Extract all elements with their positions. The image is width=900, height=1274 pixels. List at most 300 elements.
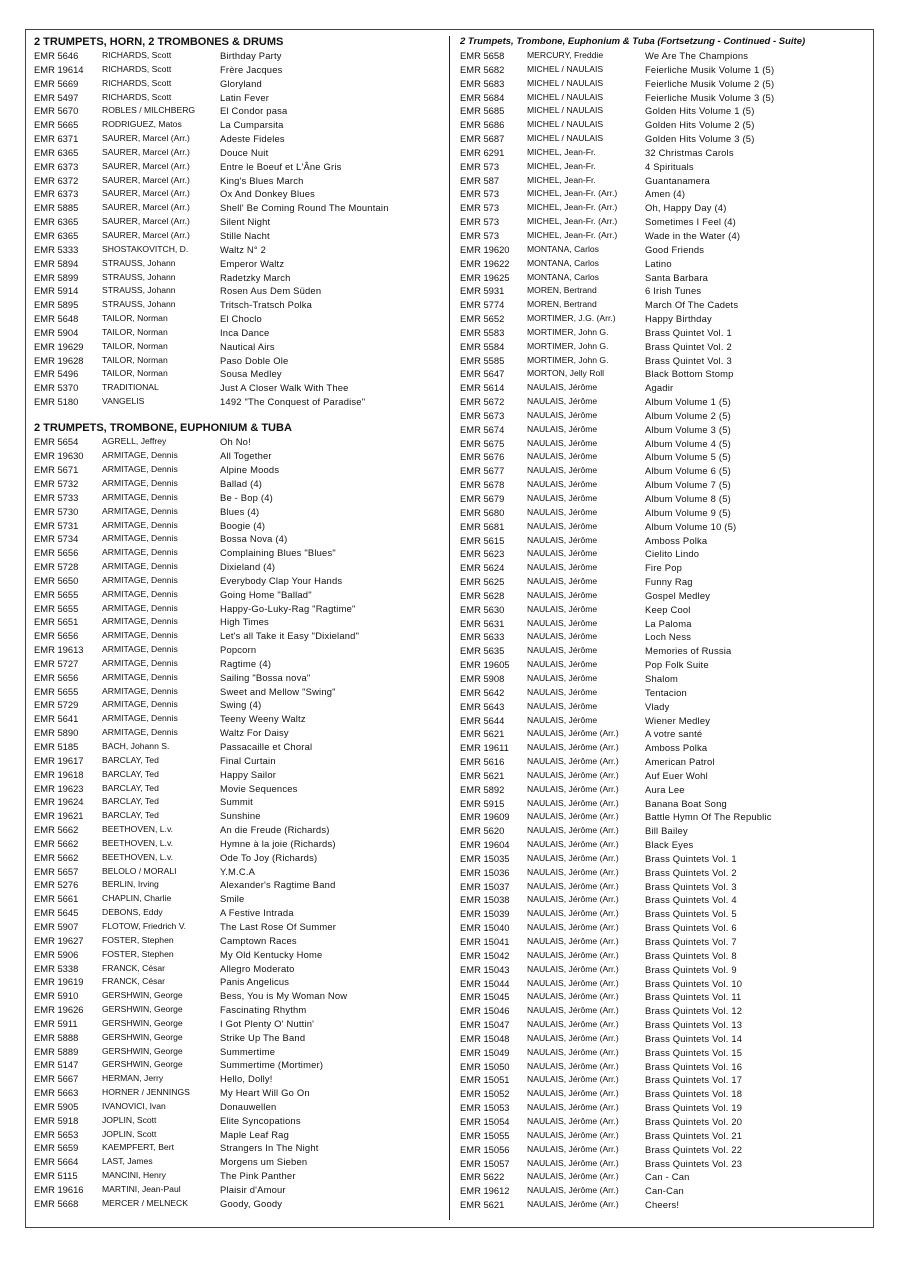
catalog-number: EMR 5668: [34, 1197, 79, 1209]
catalog-row: [460, 132, 870, 146]
catalog-number: EMR 5655: [34, 588, 79, 600]
piece-title: Brass Quintets Vol. 5: [645, 908, 737, 920]
catalog-row: [34, 1086, 444, 1100]
composer-name: NAULAIS, Jérôme (Arr.): [527, 977, 619, 988]
piece-title: Nautical Airs: [220, 340, 275, 352]
catalog-row: [460, 520, 870, 534]
piece-title: Black Bottom Stomp: [645, 368, 734, 380]
piece-title: Good Friends: [645, 243, 705, 255]
catalog-number: EMR 5673: [460, 409, 505, 421]
catalog-row: [460, 63, 870, 77]
catalog-number: EMR 5684: [460, 91, 505, 103]
catalog-number: EMR 19616: [34, 1184, 84, 1195]
composer-name: RODRIGUEZ, Matos: [102, 119, 182, 130]
catalog-row: [34, 160, 444, 174]
composer-name: FRANCK, César: [102, 962, 166, 973]
composer-name: NAULAIS, Jérôme (Arr.): [527, 756, 619, 767]
catalog-number: EMR 15047: [460, 1019, 510, 1031]
piece-title: 6 Irish Tunes: [645, 285, 702, 297]
composer-name: TAILOR, Norman: [102, 313, 168, 324]
catalog-number: EMR 5630: [460, 603, 505, 615]
piece-title: Summit: [220, 796, 253, 808]
piece-title: Inca Dance: [220, 326, 270, 338]
catalog-row: [34, 326, 444, 340]
catalog-row: [460, 561, 870, 575]
piece-title: Blues (4): [220, 505, 260, 517]
piece-title: Elite Syncopations: [220, 1114, 301, 1126]
catalog-number: EMR 19629: [34, 340, 84, 352]
piece-title: Bill Bailey: [645, 825, 688, 837]
piece-title: Hello, Dolly!: [220, 1073, 273, 1085]
composer-name: NAULAIS, Jérôme (Arr.): [527, 811, 619, 822]
catalog-number: EMR 5659: [34, 1142, 79, 1154]
piece-title: Teeny Weeny Waltz: [220, 713, 306, 725]
catalog-number: EMR 5658: [460, 50, 505, 61]
composer-name: GERSHWIN, George: [102, 1017, 183, 1028]
composer-name: MICHEL, Jean-Fr.: [527, 174, 596, 185]
composer-name: VANGELIS: [102, 396, 145, 407]
catalog-number: EMR 19605: [460, 659, 510, 671]
composer-name: NAULAIS, Jérôme: [527, 506, 598, 517]
piece-title: Santa Barbara: [645, 271, 709, 283]
composer-name: NAULAIS, Jérôme (Arr.): [527, 991, 619, 1002]
catalog-number: EMR 5635: [460, 645, 505, 657]
piece-title: Paso Doble Ole: [220, 354, 289, 366]
piece-title: Fascinating Rhythm: [220, 1004, 307, 1016]
catalog-row: [34, 795, 444, 809]
catalog-number: EMR 5633: [460, 631, 505, 643]
composer-name: STRAUSS, Johann: [102, 285, 176, 296]
catalog-number: EMR 5655: [34, 685, 79, 697]
composer-name: MICHEL / NAULAIS: [527, 119, 604, 130]
catalog-number: EMR 5631: [460, 617, 505, 629]
piece-title: Banana Boat Song: [645, 797, 727, 809]
catalog-number: EMR 5662: [34, 824, 79, 836]
piece-title: A votre santé: [645, 728, 703, 740]
catalog-row: [460, 395, 870, 409]
catalog-number: EMR 19618: [34, 768, 84, 780]
catalog-number: EMR 15052: [460, 1088, 510, 1100]
composer-name: MARTINI, Jean-Paul: [102, 1184, 181, 1194]
piece-title: Passacaille et Choral: [220, 741, 313, 752]
composer-name: NAULAIS, Jérôme: [527, 603, 598, 614]
catalog-row: [34, 851, 444, 865]
catalog-row: [460, 104, 870, 118]
catalog-number: EMR 19617: [34, 754, 84, 766]
composer-name: NAULAIS, Jérôme: [527, 396, 598, 407]
catalog-row: [34, 505, 444, 519]
catalog-number: EMR 15055: [460, 1129, 510, 1141]
catalog-row: [460, 1198, 870, 1212]
composer-name: NAULAIS, Jérôme: [527, 423, 598, 434]
catalog-number: EMR 5623: [460, 548, 505, 560]
catalog-row: [34, 878, 444, 892]
piece-title: Feierliche Musik Volume 1 (5): [645, 63, 775, 75]
catalog-row: [460, 547, 870, 561]
catalog-number: EMR 5652: [460, 313, 505, 325]
catalog-row: [460, 644, 870, 658]
composer-name: ARMITAGE, Dennis: [102, 533, 178, 544]
catalog-row: [34, 174, 444, 188]
catalog-row: [34, 754, 444, 768]
catalog-number: EMR 15057: [460, 1157, 510, 1169]
catalog-number: EMR 5671: [34, 464, 79, 476]
catalog-row: [460, 506, 870, 520]
composer-name: FLOTOW, Friedrich V.: [102, 920, 187, 931]
catalog-row: [460, 658, 870, 672]
catalog-number: EMR 5641: [34, 713, 79, 725]
composer-name: GERSHWIN, George: [102, 990, 183, 1001]
catalog-row: [34, 77, 444, 91]
catalog-number: EMR 15042: [460, 949, 510, 961]
catalog-row: [460, 686, 870, 700]
catalog-number: EMR 15043: [460, 963, 510, 975]
catalog-number: EMR 5682: [460, 63, 505, 75]
piece-title: Pop Folk Suite: [645, 659, 709, 671]
catalog-row: [460, 354, 870, 368]
composer-name: ARMITAGE, Dennis: [102, 547, 178, 558]
composer-name: BEETHOVEN, L.v.: [102, 851, 173, 862]
catalog-number: EMR 5621: [460, 728, 505, 740]
catalog-row: [34, 740, 444, 754]
catalog-number: EMR 5647: [460, 368, 505, 380]
composer-name: NAULAIS, Jérôme: [527, 631, 598, 642]
catalog-row: [460, 49, 870, 63]
catalog-number: EMR 5672: [460, 396, 505, 408]
piece-title: Gospel Medley: [645, 589, 711, 601]
catalog-number: EMR 5496: [34, 368, 79, 380]
left-column: [34, 35, 444, 1211]
catalog-number: EMR 5914: [34, 285, 79, 297]
composer-name: NAULAIS, Jérôme (Arr.): [527, 742, 619, 753]
catalog-row: [34, 1114, 444, 1128]
catalog-number: EMR 5728: [34, 561, 79, 573]
piece-title: Feierliche Musik Volume 3 (5): [645, 91, 775, 103]
catalog-number: EMR 5622: [460, 1171, 505, 1183]
catalog-row: [460, 797, 870, 811]
catalog-number: EMR 5624: [460, 562, 505, 574]
catalog-number: EMR 5910: [34, 990, 79, 1002]
composer-name: TAILOR, Norman: [102, 326, 168, 337]
piece-title: Battle Hymn Of The Republic: [645, 811, 772, 823]
composer-name: FOSTER, Stephen: [102, 934, 174, 945]
piece-title: Ode To Joy (Richards): [220, 851, 318, 863]
catalog-row: [460, 603, 870, 617]
catalog-row: [460, 921, 870, 935]
piece-title: Strangers In The Night: [220, 1142, 319, 1154]
piece-title: El Choclo: [220, 313, 262, 325]
composer-name: HERMAN, Jerry: [102, 1073, 164, 1084]
catalog-row: [34, 865, 444, 879]
catalog-number: EMR 5905: [34, 1100, 79, 1112]
composer-name: NAULAIS, Jérôme: [527, 645, 598, 656]
composer-name: MONTANA, Carlos: [527, 257, 599, 268]
catalog-number: EMR 5657: [34, 865, 79, 877]
composer-name: ARMITAGE, Dennis: [102, 671, 178, 682]
catalog-row: [460, 990, 870, 1004]
composer-name: NAULAIS, Jérôme: [527, 520, 598, 531]
catalog-number: EMR 6291: [460, 146, 505, 158]
catalog-number: EMR 5904: [34, 326, 79, 338]
composer-name: NAULAIS, Jérôme (Arr.): [527, 1171, 619, 1182]
piece-title: Album Volume 10 (5): [645, 520, 737, 532]
catalog-row: [34, 257, 444, 271]
piece-title: My Old Kentucky Home: [220, 948, 323, 960]
composer-name: FOSTER, Stephen: [102, 948, 174, 959]
composer-name: ARMITAGE, Dennis: [102, 588, 178, 599]
piece-title: Silent Night: [220, 216, 271, 228]
catalog-row: [460, 91, 870, 105]
catalog-number: EMR 15035: [460, 852, 510, 864]
composer-name: MICHEL, Jean-Fr.: [527, 146, 596, 157]
catalog-number: EMR 5729: [34, 699, 79, 711]
piece-title: Vlady: [645, 700, 670, 712]
piece-title: Guantanamera: [645, 174, 710, 186]
composer-name: NAULAIS, Jérôme (Arr.): [527, 1074, 619, 1085]
catalog-number: EMR 5931: [460, 285, 505, 297]
piece-title: Going Home "Ballad": [220, 588, 312, 600]
composer-name: TAILOR, Norman: [102, 368, 168, 379]
composer-name: MICHEL / NAULAIS: [527, 77, 604, 88]
catalog-number: EMR 5683: [460, 77, 505, 89]
piece-title: Morgens um Sieben: [220, 1156, 308, 1168]
catalog-row: [34, 615, 444, 629]
piece-title: Brass Quintets Vol. 21: [645, 1129, 743, 1141]
catalog-number: EMR 19613: [34, 644, 84, 656]
piece-title: Oh No!: [220, 436, 251, 448]
composer-name: MORTIMER, John G.: [527, 354, 609, 365]
composer-name: ARMITAGE, Dennis: [102, 464, 178, 475]
composer-name: SHOSTAKOVITCH, D.: [102, 243, 189, 254]
catalog-row: [460, 464, 870, 478]
composer-name: NAULAIS, Jérôme: [527, 576, 598, 587]
composer-name: SAURER, Marcel (Arr.): [102, 174, 190, 185]
piece-title: Happy Sailor: [220, 768, 277, 780]
catalog-row: [34, 381, 444, 395]
piece-title: Brass Quintets Vol. 11: [645, 991, 742, 1003]
catalog-number: EMR 19609: [460, 811, 510, 823]
catalog-number: EMR 5918: [34, 1114, 79, 1126]
catalog-row: [34, 201, 444, 215]
catalog-row: [460, 1046, 870, 1060]
catalog-row: [34, 1100, 444, 1114]
composer-name: NAULAIS, Jérôme (Arr.): [527, 1088, 619, 1099]
composer-name: NAULAIS, Jérôme (Arr.): [527, 839, 619, 850]
piece-title: Funny Rag: [645, 576, 693, 588]
composer-name: NAULAIS, Jérôme (Arr.): [527, 728, 619, 739]
catalog-row: [460, 783, 870, 797]
catalog-number: EMR 5665: [34, 119, 79, 131]
catalog-number: EMR 15051: [460, 1074, 510, 1086]
catalog-row: [34, 215, 444, 229]
piece-title: Cheers!: [645, 1199, 680, 1211]
piece-title: March Of The Cadets: [645, 299, 739, 311]
catalog-row: [34, 602, 444, 616]
piece-title: Auf Euer Wohl: [645, 769, 708, 781]
composer-name: BARCLAY, Ted: [102, 810, 159, 821]
composer-name: NAULAIS, Jérôme: [527, 714, 598, 725]
piece-title: La Paloma: [645, 617, 692, 629]
catalog-row: [34, 629, 444, 643]
catalog-number: EMR 5664: [34, 1156, 79, 1168]
catalog-number: EMR 5654: [34, 436, 79, 448]
composer-name: NAULAIS, Jérôme (Arr.): [527, 1102, 619, 1113]
catalog-row: [34, 463, 444, 477]
catalog-row: [460, 243, 870, 257]
composer-name: SAURER, Marcel (Arr.): [102, 146, 190, 157]
catalog-row: [460, 118, 870, 132]
catalog-row: [460, 271, 870, 285]
piece-title: Summertime: [220, 1045, 276, 1057]
piece-title: Aura Lee: [645, 783, 685, 795]
composer-name: ARMITAGE, Dennis: [102, 519, 178, 530]
composer-name: MONTANA, Carlos: [527, 243, 599, 254]
composer-name: NAULAIS, Jérôme: [527, 672, 598, 683]
piece-title: Brass Quintets Vol. 16: [645, 1060, 743, 1072]
catalog-number: EMR 19614: [34, 63, 84, 75]
catalog-row: [460, 367, 870, 381]
composer-name: RICHARDS, Scott: [102, 50, 172, 60]
composer-name: NAULAIS, Jérôme (Arr.): [527, 1129, 619, 1140]
catalog-number: EMR 5680: [460, 506, 505, 518]
catalog-number: EMR 15038: [460, 894, 510, 906]
piece-title: Cielito Lindo: [645, 548, 700, 560]
piece-title: Can-Can: [645, 1185, 684, 1197]
composer-name: NAULAIS, Jérôme (Arr.): [527, 769, 619, 780]
piece-title: Memories of Russia: [645, 645, 732, 657]
catalog-number: EMR 5675: [460, 437, 505, 449]
catalog-number: EMR 5732: [34, 477, 79, 489]
piece-title: Brass Quintet Vol. 3: [645, 354, 732, 366]
section-heading-tuba: 2 TRUMPETS, TROMBONE, EUPHONIUM & TUBA: [34, 422, 292, 435]
composer-name: DEBONS, Eddy: [102, 907, 163, 918]
catalog-number: EMR 5180: [34, 396, 79, 408]
section-heading-continued: 2 Trumpets, Trombone, Euphonium & Tuba (Fortsetzung - Continued - Suite): [460, 36, 806, 47]
catalog-number: EMR 5370: [34, 382, 79, 394]
composer-name: ARMITAGE, Dennis: [102, 602, 178, 613]
catalog-number: EMR 5656: [34, 630, 79, 642]
catalog-number: EMR 573: [460, 188, 500, 200]
catalog-row: [460, 1087, 870, 1101]
piece-title: Golden Hits Volume 2 (5): [645, 119, 755, 131]
catalog-number: EMR 5892: [460, 783, 505, 795]
catalog-number: EMR 5628: [460, 589, 505, 601]
piece-title: Album Volume 5 (5): [645, 451, 731, 463]
piece-title: Frère Jacques: [220, 63, 283, 75]
catalog-row: [34, 1169, 444, 1183]
composer-name: ARMITAGE, Dennis: [102, 477, 178, 488]
catalog-number: EMR 5908: [460, 672, 505, 684]
piece-title: I Got Plenty O' Nuttin': [220, 1017, 315, 1029]
composer-name: SAURER, Marcel (Arr.): [102, 229, 190, 240]
piece-title: Brass Quintets Vol. 10: [645, 977, 743, 989]
catalog-row: [460, 810, 870, 824]
composer-name: BACH, Johann S.: [102, 741, 170, 751]
catalog-row: [34, 1183, 444, 1197]
composer-name: MICHEL, Jean-Fr. (Arr.): [527, 188, 618, 199]
piece-title: 32 Christmas Carols: [645, 146, 734, 158]
catalog-number: EMR 15045: [460, 991, 510, 1003]
composer-name: ARMITAGE, Dennis: [102, 699, 178, 710]
composer-name: ARMITAGE, Dennis: [102, 630, 178, 641]
composer-name: ARMITAGE, Dennis: [102, 685, 178, 696]
piece-title: Final Curtain: [220, 754, 276, 766]
composer-name: NAULAIS, Jérôme: [527, 451, 598, 462]
catalog-row: [460, 284, 870, 298]
catalog-number: EMR 5643: [460, 700, 505, 712]
catalog-number: EMR 5615: [460, 534, 505, 546]
catalog-row: [34, 354, 444, 368]
piece-title: La Cumparsita: [220, 119, 284, 131]
composer-name: NAULAIS, Jérôme (Arr.): [527, 1185, 619, 1196]
catalog-row: [460, 423, 870, 437]
catalog-row: [460, 215, 870, 229]
catalog-row: [34, 671, 444, 685]
catalog-number: EMR 5115: [34, 1170, 78, 1182]
piece-title: Album Volume 1 (5): [645, 396, 731, 408]
piece-title: Swing (4): [220, 699, 262, 711]
piece-title: Waltz N° 2: [220, 243, 267, 255]
piece-title: Keep Cool: [645, 603, 691, 615]
piece-title: El Condor pasa: [220, 105, 288, 117]
catalog-row: [460, 700, 870, 714]
catalog-number: EMR 5894: [34, 257, 79, 269]
composer-name: FRANCK, César: [102, 976, 166, 987]
composer-name: BARCLAY, Ted: [102, 768, 159, 779]
catalog-row: [460, 1170, 870, 1184]
composer-name: ARMITAGE, Dennis: [102, 713, 178, 724]
piece-title: Brass Quintets Vol. 15: [645, 1046, 743, 1058]
catalog-row: [460, 201, 870, 215]
piece-title: Tritsch-Tratsch Polka: [220, 299, 313, 311]
catalog-row: [34, 271, 444, 285]
piece-title: Oh, Happy Day (4): [645, 202, 727, 214]
composer-name: MICHEL, Jean-Fr.: [527, 160, 596, 171]
catalog-row: [460, 187, 870, 201]
piece-title: Brass Quintets Vol. 18: [645, 1088, 743, 1100]
composer-name: MONTANA, Carlos: [527, 271, 599, 282]
piece-title: We Are The Champions: [645, 50, 749, 61]
catalog-number: EMR 5621: [460, 769, 505, 781]
catalog-number: EMR 15040: [460, 922, 510, 934]
catalog-row: [34, 312, 444, 326]
piece-title: Brass Quintets Vol. 13: [645, 1019, 743, 1031]
catalog-row: [460, 741, 870, 755]
composer-name: JOPLIN, Scott: [102, 1128, 157, 1139]
catalog-number: EMR 19630: [34, 450, 84, 462]
piece-title: Sweet and Mellow "Swing": [220, 685, 336, 697]
catalog-row: [34, 1197, 444, 1211]
catalog-row: [34, 63, 444, 77]
catalog-row: [34, 395, 444, 409]
piece-title: Album Volume 8 (5): [645, 493, 731, 504]
catalog-row: [460, 880, 870, 894]
catalog-row: [460, 1018, 870, 1032]
catalog-number: EMR 15036: [460, 866, 510, 878]
piece-title: Latino: [645, 257, 672, 269]
catalog-row: [34, 1141, 444, 1155]
catalog-number: EMR 5656: [34, 547, 79, 559]
composer-name: NAULAIS, Jérôme (Arr.): [527, 1005, 619, 1016]
piece-title: Douce Nuit: [220, 146, 269, 158]
catalog-row: [34, 698, 444, 712]
composer-name: ARMITAGE, Dennis: [102, 505, 178, 516]
piece-title: Bess, You is My Woman Now: [220, 990, 348, 1002]
composer-name: TRADITIONAL: [102, 382, 159, 393]
catalog-number: EMR 19622: [460, 257, 510, 269]
piece-title: Goody, Goody: [220, 1197, 283, 1209]
catalog-row: [460, 838, 870, 852]
